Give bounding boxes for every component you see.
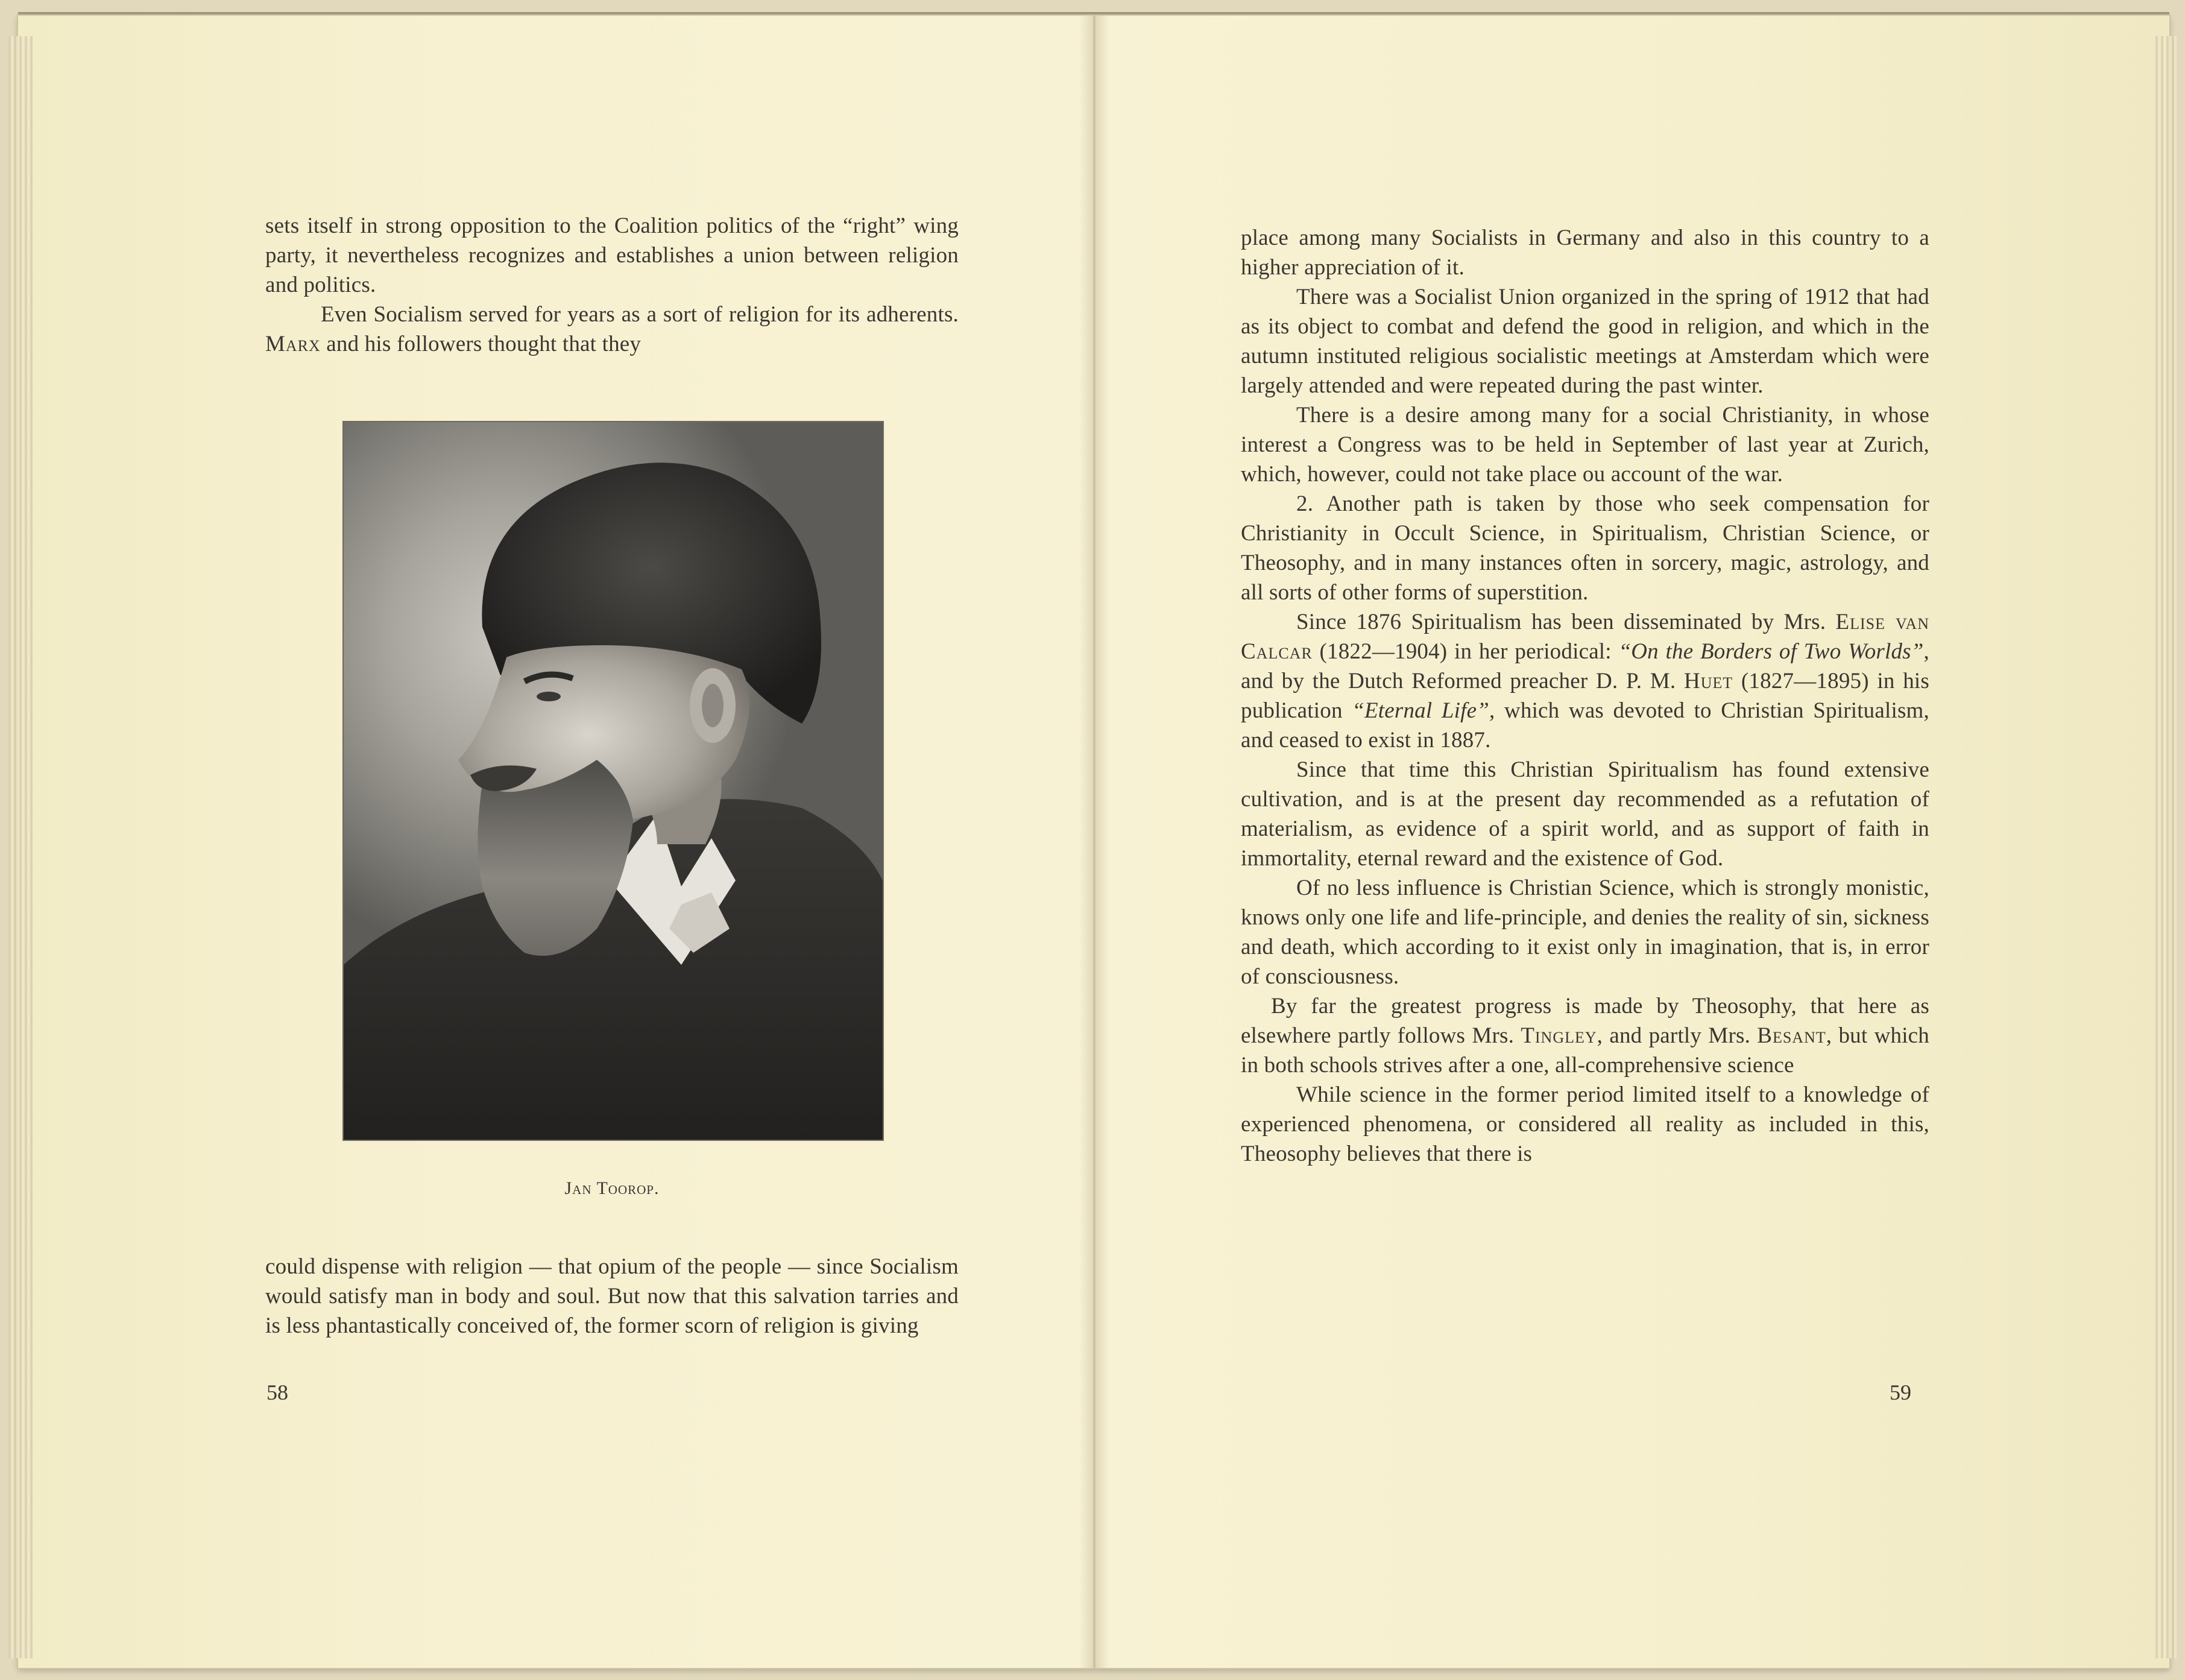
name-besant: Besant bbox=[1757, 1023, 1826, 1048]
portrait-photo bbox=[342, 421, 884, 1141]
right-paragraph-5 bbox=[1241, 607, 1929, 755]
book-gutter bbox=[1079, 16, 1109, 1668]
p5-part-c: , and by the Dutch Reformed preacher D. P. M. bbox=[1241, 639, 1929, 693]
left-paragraph-1: sets itself in strong opposition to the Coalition politics of the “right” wing party, it nevertheless recognizes and establishes a union between religion and politics. bbox=[265, 213, 959, 297]
right-paragraph-9: While science in the former period limited itself to a knowledge of experienced phenomena, or considered all reality as included in this, Theosophy believes that there is bbox=[1241, 1082, 1929, 1166]
left-paragraph-2-end: and his followers thought that they bbox=[320, 332, 642, 356]
page-number-right: 59 bbox=[1890, 1380, 1911, 1404]
name-elise-van-calcar: Elise van Calcar bbox=[1241, 610, 1929, 664]
p8-part-c: , but which in both schools strives after a one, all-comprehensive science bbox=[1241, 1023, 1929, 1078]
svg-text:~~~: ~~~ bbox=[368, 973, 386, 985]
p5-part-d: (1827—1895) in his publication bbox=[1241, 669, 1929, 723]
title-eternal-life: “Eternal Life” bbox=[1352, 698, 1489, 723]
left-bottom-block bbox=[265, 1252, 959, 1341]
portrait-figure bbox=[344, 422, 883, 1140]
name-huet: Huet bbox=[1683, 669, 1733, 693]
left-page bbox=[265, 211, 959, 359]
right-page bbox=[1241, 223, 1929, 1169]
right-page-edges bbox=[2152, 36, 2177, 1658]
portrait-caption bbox=[342, 1178, 881, 1199]
page-number-left: 58 bbox=[266, 1380, 288, 1404]
right-paragraph-3: There is a desire among many for a social Christianity, in whose interest a Congress was to be held in September of last year at Zurich, which, however, could not take place ou account of the war. bbox=[1241, 403, 1929, 487]
name-marx: Marx bbox=[265, 332, 321, 356]
p5-part-b: (1822—1904) in her periodical: bbox=[1312, 639, 1619, 664]
left-page-edges bbox=[8, 36, 33, 1658]
left-paragraph-2-start: Even Socialism served for years as a sort of religion for its adherents. bbox=[321, 302, 959, 327]
title-on-the-borders: “On the Borders of Two Worlds” bbox=[1618, 639, 1924, 664]
p8-part-a: By far the greatest progress is made by Theosophy, that here as elsewhere partly follows Mrs. bbox=[1241, 994, 1929, 1048]
right-paragraph-4: 2. Another path is taken by those who seek compensation for Christianity in Occult Science, in Spiritualism, Christian Science, or Theosophy, and in many instances often in sorcery, magic, astrology, and all sorts of other forms of superstition. bbox=[1241, 491, 1929, 605]
caption-text: Jan Toorop. bbox=[564, 1178, 660, 1198]
name-tingley: Tingley bbox=[1521, 1023, 1597, 1048]
right-paragraph-7: Of no less influence is Christian Science, which is strongly monistic, knows only one life and life-principle, and denies the reality of sin, sickness and death, which according to it exist only in imagination, that is, in error of consciousness. bbox=[1241, 876, 1929, 989]
left-top-text bbox=[265, 211, 959, 359]
left-paragraph-3: could dispense with religion — that opium of the people — since Socialism would satisfy man in body and soul. But now that this salvation tarries and is less phantastically conceived of, the former scorn of religion is giving bbox=[265, 1254, 959, 1338]
right-paragraph-6: Since that time this Christian Spiritualism has found extensive cultivation, and is at the present day recommended as a refutation of materialism, as evidence of a spirit world, and as support of faith in immortality, eternal reward and the existence of God. bbox=[1241, 757, 1929, 871]
right-paragraph-8 bbox=[1241, 991, 1929, 1080]
right-paragraph-2: There was a Socialist Union organized in the spring of 1912 that had as its object to combat and defend the good in religion, and which in the autumn instituted religious socialistic meetings at Amsterdam which were largely attended and were repeated during the past winter. bbox=[1241, 285, 1929, 398]
left-paragraph-2 bbox=[265, 300, 959, 359]
p5-part-e: , which was devoted to Christian Spiritualism, and ceased to exist in 1887. bbox=[1241, 698, 1929, 753]
p5-part-a: Since 1876 Spiritualism has been disseminated by Mrs. bbox=[1296, 610, 1836, 634]
p8-part-b: , and partly Mrs. bbox=[1597, 1023, 1758, 1048]
right-paragraph-1: place among many Socialists in Germany and also in this country to a higher appreciation of it. bbox=[1241, 226, 1929, 280]
